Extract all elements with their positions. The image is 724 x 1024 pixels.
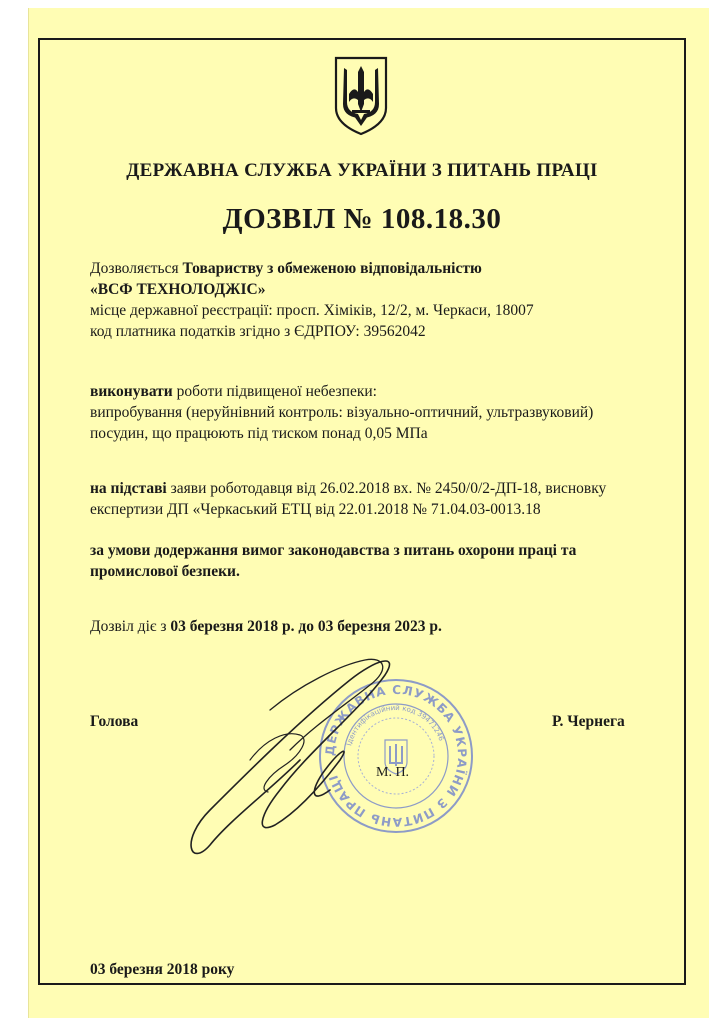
validity-period: 03 березня 2018 р. до 03 березня 2023 р. — [170, 618, 442, 635]
validity-section — [90, 616, 670, 637]
basis-line-2: експертизи ДП «Черкаський ЕТЦ від 22.01.2018 № 71.04.03-0013.18 — [90, 501, 541, 518]
trident-emblem-icon — [330, 54, 392, 136]
works-lead-rest: роботи підвищеної небезпеки: — [172, 383, 377, 400]
svg-text:Ідентифікаційний код 39471246: Ідентифікаційний код 39471246 — [345, 703, 446, 747]
grantee-section — [90, 258, 670, 342]
permit-title: ДОЗВІЛ № 108.18.30 — [222, 203, 502, 235]
signatory-role: Голова — [90, 713, 139, 730]
company-name-line-2: «ВСФ ТЕХНОЛОДЖІС» — [90, 281, 266, 298]
tax-code: код платника податків згідно з ЄДРПОУ: 39562042 — [90, 323, 426, 340]
works-section — [90, 381, 670, 444]
basis-lead-rest: заяви роботодавця від 26.02.2018 вх. № 2450/0/2-ДП-18, висновку — [166, 480, 607, 497]
issue-date: 03 березня 2018 року — [90, 961, 235, 978]
basis-lead: на підставі — [90, 480, 167, 497]
registration-address: місце державної реєстрації: просп. Хіміків, 12/2, м. Черкаси, 18007 — [90, 302, 534, 319]
condition-line-2: промислової безпеки. — [90, 563, 240, 580]
svg-text:ДЕРЖАВНА СЛУЖБА УКРАЇНИ З ПИТА: ДЕРЖАВНА СЛУЖБА УКРАЇНИ З ПИТАНЬ ПРАЦІ — [322, 682, 470, 830]
company-name-line-1: Товариству з обмеженою відповідальністю — [182, 260, 482, 277]
condition-section — [90, 540, 670, 582]
works-line-2: випробування (неруйнівний контроль: візуально-оптичний, ультразвуковий) — [90, 404, 594, 421]
works-line-3: посудин, що працюють під тиском понад 0,05 МПа — [90, 425, 428, 442]
validity-prefix: Дозвіл діє з — [90, 618, 171, 635]
signatory-name: Р. Чернега — [552, 713, 625, 730]
condition-line-1: за умови додержання вимог законодавства з питань охорони праці та — [90, 542, 577, 559]
organization-title: ДЕРЖАВНА СЛУЖБА УКРАЇНИ З ПИТАНЬ ПРАЦІ — [126, 160, 598, 181]
works-line-1 — [90, 381, 670, 402]
handwritten-signature — [150, 640, 410, 870]
seal-mark: М. П. — [376, 765, 410, 780]
basis-line-1 — [90, 478, 670, 499]
grantee-line-1 — [90, 258, 670, 279]
basis-section — [90, 478, 670, 520]
grantee-prefix: Дозволяється — [90, 260, 183, 277]
works-lead: виконувати — [90, 383, 173, 400]
